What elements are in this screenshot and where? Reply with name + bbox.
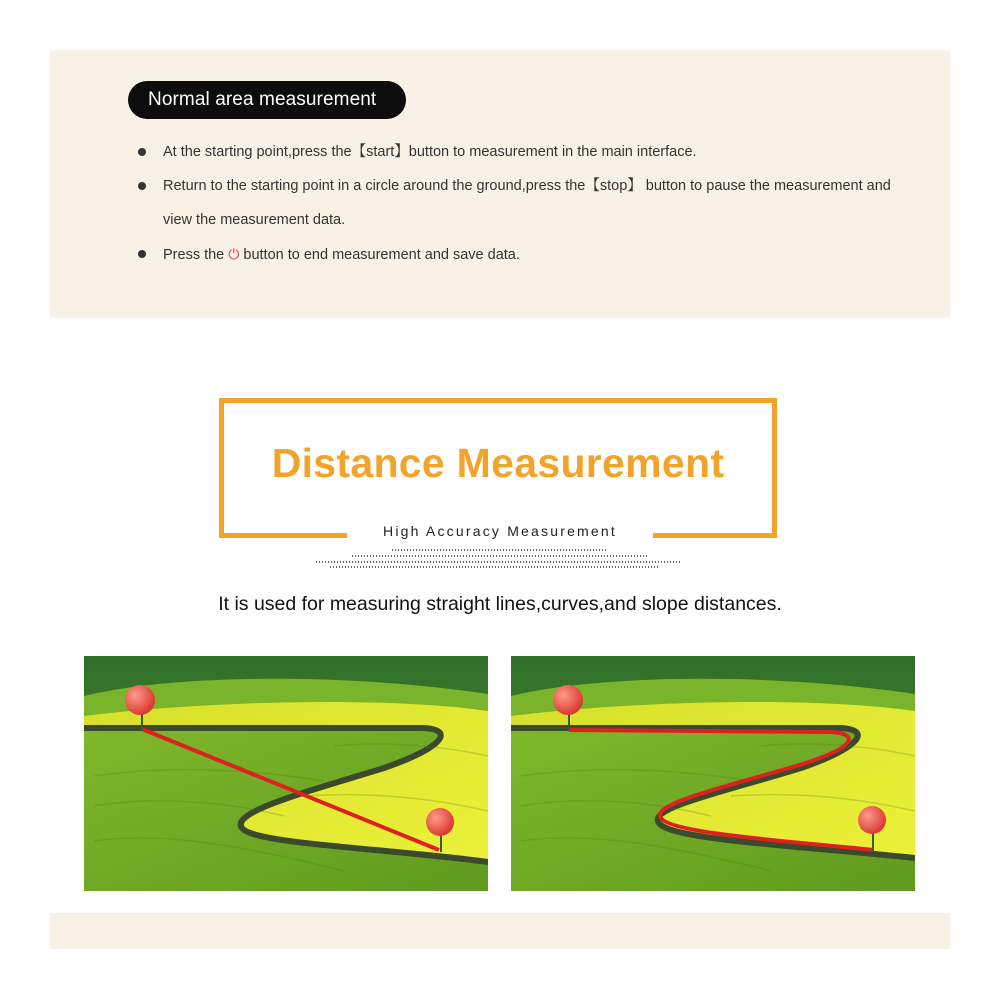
instruction-text-3a: Press the — [163, 247, 229, 263]
field-image-curve — [511, 656, 915, 891]
instruction-item-2 — [136, 169, 916, 237]
instruction-item-1 — [136, 135, 916, 169]
distance-subtitle: High Accuracy Measurement — [383, 523, 617, 539]
distance-description: It is used for measuring straight lines,curves,and slope distances. — [218, 593, 782, 615]
decorative-text-line — [330, 566, 660, 568]
instructions-panel — [50, 50, 950, 318]
bullet-dot-icon — [138, 250, 146, 258]
title-frame-bottom-left — [219, 533, 347, 538]
start-marker-icon — [125, 685, 155, 715]
instruction-text-2: Return to the starting point in a circle around the ground,press the【stop】 button to pause the measurement and view the measurement data. — [163, 178, 891, 228]
distance-title: Distance Measurement — [271, 440, 725, 486]
section-heading-pill: Normal area measurement — [128, 81, 406, 119]
instruction-item-3 — [136, 237, 916, 272]
instruction-list — [136, 135, 916, 272]
title-frame-bottom-right — [653, 533, 777, 538]
instruction-text-1: At the starting point,press the【start】button to measurement in the main interface. — [163, 144, 697, 160]
field-image-straight — [84, 656, 488, 891]
bullet-dot-icon — [138, 182, 146, 190]
bullet-dot-icon — [138, 148, 146, 156]
instruction-text-3b: button to end measurement and save data. — [239, 247, 520, 263]
decorative-text-line — [316, 561, 680, 563]
end-marker-icon — [426, 808, 454, 836]
power-icon: ⏻ — [228, 246, 240, 262]
decorative-text-line — [352, 555, 648, 557]
decorative-text-line — [392, 549, 608, 551]
end-marker-icon — [858, 806, 886, 834]
bottom-band — [50, 913, 950, 949]
start-marker-icon — [553, 685, 583, 715]
